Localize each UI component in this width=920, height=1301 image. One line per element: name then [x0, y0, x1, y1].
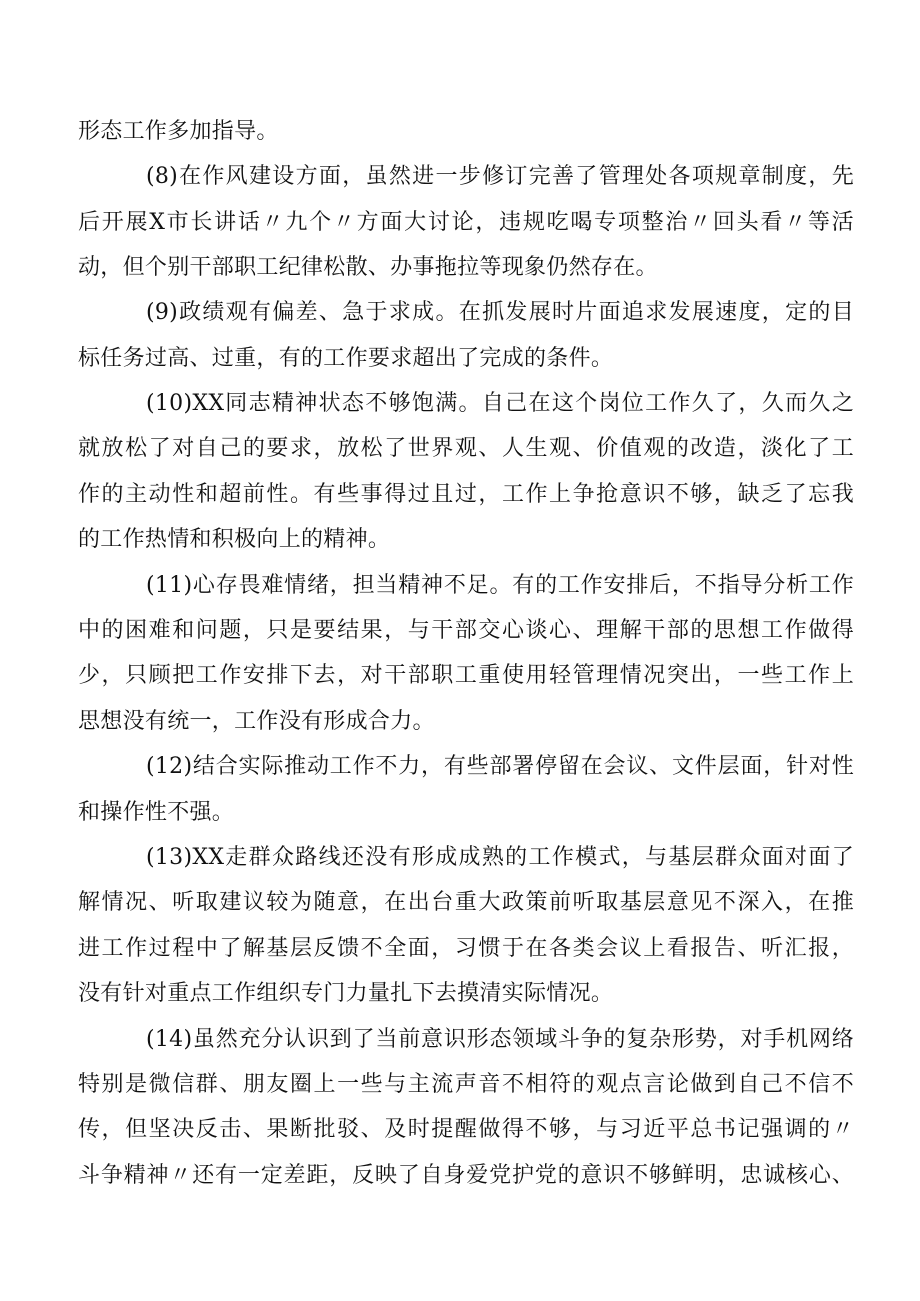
paragraph-line: (9)政绩观有偏差、急于求成。在抓发展时片面追求发展速度，定的目	[146, 300, 854, 325]
paragraph-line: 后开展X市长讲话〃九个〃方面大讨论，违规吃喝专项整治〃回头看〃等活	[78, 210, 854, 235]
paragraph-line: (13)XX走群众路线还没有形成成熟的工作模式，与基层群众面对面了	[146, 845, 854, 870]
paragraph-line: 思想没有统一，工作没有形成合力。	[78, 709, 435, 734]
paragraph-line: 标任务过高、过重，有的工作要求超出了完成的条件。	[78, 346, 614, 371]
paragraph-line: (8)在作风建设方面，虽然进一步修订完善了管理处各项规章制度，先	[146, 164, 854, 189]
paragraph-line: 动，但个别干部职工纪律松散、办事拖拉等现象仍然存在。	[78, 255, 658, 280]
paragraph-line: 的工作热情和积极向上的精神。	[78, 527, 391, 552]
paragraph-line: 进工作过程中了解基层反馈不全面，习惯于在各类会议上看报告、听汇报，	[78, 936, 854, 961]
paragraph-line: 特别是微信群、朋友圈上一些与主流声音不相符的观点言论做到自己不信不	[78, 1072, 854, 1097]
paragraph-line: 没有针对重点工作组织专门力量扎下去摸清实际情况。	[78, 981, 614, 1006]
paragraph-line: 传，但坚决反击、果断批驳、及时提醒做得不够，与习近平总书记强调的〃	[78, 1117, 854, 1142]
paragraph-line: (11)心存畏难情绪，担当精神不足。有的工作安排后，不指导分析工作	[146, 573, 854, 598]
paragraph-line: (12)结合实际推动工作不力，有些部署停留在会议、文件层面，针对性	[146, 754, 854, 779]
paragraph-line: (10)XX同志精神状态不够饱满。自己在这个岗位工作久了，久而久之	[146, 391, 854, 416]
paragraph-line: 作的主动性和超前性。有些事得过且过，工作上争抢意识不够，缺乏了忘我	[78, 482, 854, 507]
paragraph-line: 和操作性不强。	[78, 800, 235, 825]
paragraph-line: 少，只顾把工作安排下去，对干部职工重使用轻管理情况突出，一些工作上	[78, 663, 854, 688]
paragraph-line: 形态工作多加指导。	[78, 119, 279, 144]
paragraph-line: 斗争精神〃还有一定差距，反映了自身爱党护党的意识不够鲜明，忠诚核心、	[78, 1163, 854, 1188]
paragraph-line: 解情况、听取建议较为随意，在出台重大政策前听取基层意见不深入，在推	[78, 890, 854, 915]
paragraph-line: 中的困难和问题，只是要结果，与干部交心谈心、理解干部的思想工作做得	[78, 618, 854, 643]
paragraph-line: 就放松了对自己的要求，放松了世界观、人生观、价值观的改造，淡化了工	[78, 436, 854, 461]
paragraph-line: (14)虽然充分认识到了当前意识形态领域斗争的复杂形势，对手机网络	[146, 1027, 854, 1052]
